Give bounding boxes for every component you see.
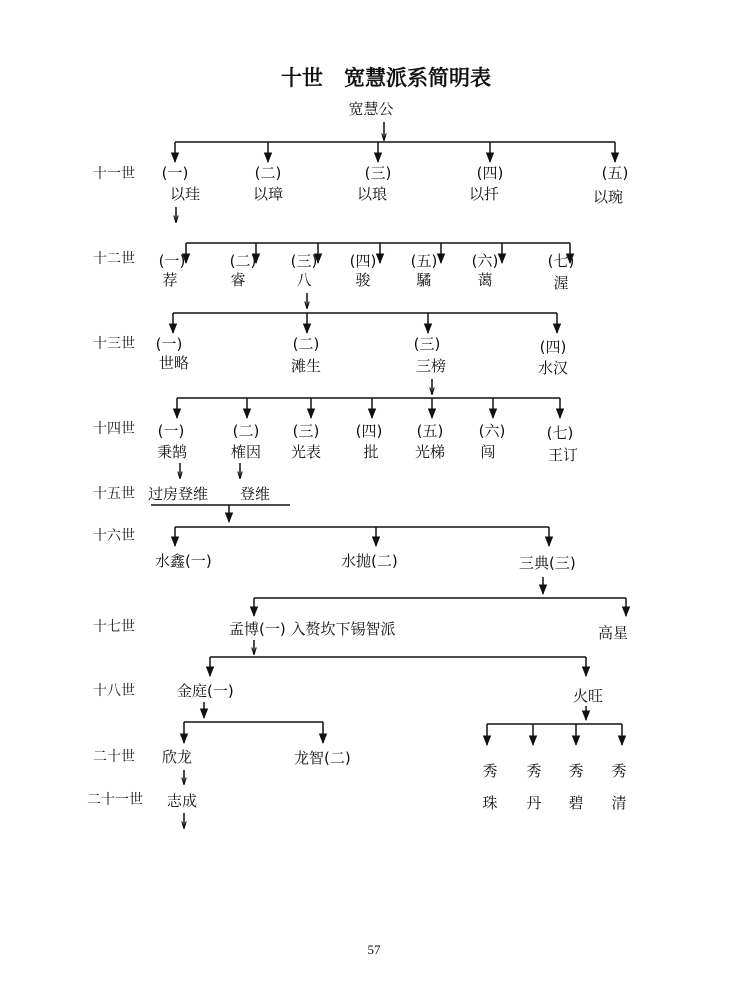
- person-node-p13_1: [156, 335, 189, 372]
- person-node-p14_6: [479, 422, 506, 461]
- person-name: 以琬: [592, 188, 624, 206]
- person-node-p13_3: [414, 335, 446, 375]
- person-node-p20_5: [568, 762, 583, 812]
- person-name: 光表: [290, 443, 322, 461]
- person-ordinal: (四): [349, 252, 377, 270]
- person-name: 世略: [158, 354, 190, 372]
- person-ordinal: (五): [410, 252, 438, 270]
- person-node-p18_2: [573, 687, 603, 705]
- person-ordinal: (七): [547, 252, 575, 270]
- person-node-p20_6: [611, 762, 626, 812]
- person-node-p20_1: [162, 748, 192, 766]
- person-node-p20_3: [482, 762, 497, 812]
- person-name: 以璋: [252, 185, 284, 203]
- generation-label-14: 十四世: [93, 421, 135, 437]
- person-ordinal: (三): [292, 422, 320, 440]
- person-name: 丹: [526, 794, 542, 812]
- person-name: 志成: [167, 792, 198, 810]
- person-name: 珠: [482, 794, 498, 812]
- person-ordinal: (七): [546, 424, 574, 442]
- person-name: 八: [296, 271, 312, 289]
- person-name: 三榜: [415, 357, 447, 375]
- person-node-p21_1: [167, 792, 197, 810]
- person-name: 水抛(二): [341, 552, 398, 570]
- person-ordinal: (五): [601, 164, 629, 182]
- page-title: 十世 宽慧派系简明表: [281, 66, 491, 90]
- person-name: 水汉: [537, 359, 569, 377]
- generation-label-12: 十二世: [93, 251, 135, 267]
- person-name: 滩生: [290, 357, 322, 375]
- person-node-p12_5: [411, 252, 438, 289]
- person-name: 闯: [480, 443, 496, 461]
- person-node-p13_2: [291, 335, 321, 375]
- person-name: 荐: [162, 271, 178, 289]
- person-node-p12_3: [291, 252, 318, 289]
- generation-label-11: 十一世: [93, 166, 135, 182]
- generation-label-13: 十三世: [93, 336, 135, 352]
- person-name: 金庭(一): [177, 682, 234, 700]
- person-node-p12_2: [230, 252, 257, 289]
- person-node-p11_1: [162, 164, 200, 203]
- person-name: 批: [363, 443, 379, 461]
- person-ordinal: 秀: [611, 762, 627, 780]
- person-name: 过房登维: [148, 485, 209, 503]
- person-ordinal: (二): [232, 422, 260, 440]
- person-name: 龙智(二): [294, 749, 351, 767]
- person-ordinal: (五): [416, 422, 444, 440]
- person-node-p11_2: [253, 164, 283, 203]
- generation-label-15: 十五世: [93, 486, 135, 502]
- person-name: 三典(三): [519, 554, 576, 572]
- person-node-p14_2: [231, 422, 261, 461]
- person-name: 以扦: [468, 185, 500, 203]
- person-node-p11_5: [593, 164, 628, 206]
- connectors: [151, 122, 629, 828]
- person-node-p12_4: [350, 252, 377, 289]
- generation-label-20: 二十世: [93, 749, 135, 765]
- person-name: 榷因: [230, 443, 262, 461]
- person-ordinal: (三): [413, 335, 441, 353]
- person-node-p16_1: [155, 552, 212, 570]
- person-name: 水鑫(一): [155, 552, 212, 570]
- person-ordinal: (二): [254, 164, 282, 182]
- person-ordinal: (三): [364, 164, 392, 182]
- person-name: 火旺: [572, 687, 604, 705]
- person-name: 清: [611, 794, 627, 812]
- person-name: 高星: [597, 624, 629, 642]
- person-ordinal: (一): [161, 164, 189, 182]
- person-name: 碧: [568, 794, 584, 812]
- person-name: 欣龙: [162, 748, 193, 766]
- person-node-p14_1: [157, 422, 187, 461]
- generation-label-17: 十七世: [93, 619, 135, 635]
- page-number: 57: [367, 942, 381, 957]
- person-node-p11_4: [469, 164, 503, 203]
- person-name: 渥: [553, 274, 569, 292]
- person-name: 蔼: [477, 271, 493, 289]
- person-ordinal: (一): [157, 422, 185, 440]
- person-node-p14_5: [415, 422, 445, 461]
- person-name: 王订: [547, 446, 579, 464]
- person-node-p18_1: [177, 682, 234, 700]
- generation-label-18: 十八世: [93, 683, 135, 699]
- person-name: 登维: [240, 485, 271, 503]
- person-node-p13_4: [538, 338, 568, 377]
- person-node-p14_7: [547, 424, 578, 464]
- person-node-p14_4: [356, 422, 383, 461]
- person-ordinal: 秀: [482, 762, 498, 780]
- generation-labels: [87, 166, 143, 808]
- person-node-p12_7: [548, 252, 575, 292]
- person-name: 睿: [230, 271, 246, 289]
- person-node-p11_3: [357, 164, 391, 203]
- person-node-p20_2: [294, 749, 351, 767]
- person-ordinal: (三): [290, 252, 318, 270]
- people-nodes: [148, 164, 628, 812]
- person-name: 以琅: [356, 185, 388, 203]
- person-ordinal: (四): [539, 338, 567, 356]
- person-ordinal: (二): [292, 335, 320, 353]
- person-ordinal: (六): [471, 252, 499, 270]
- person-node-p12_1: [159, 252, 186, 289]
- person-ordinal: (二): [229, 252, 257, 270]
- person-name: 孟博(一) 入赘坎下锡智派: [229, 620, 396, 638]
- person-ordinal: (一): [158, 252, 186, 270]
- person-node-p14_3: [291, 422, 321, 461]
- person-node-p12_6: [472, 252, 499, 289]
- person-node-p16_2: [341, 552, 398, 570]
- person-name: 驈: [416, 271, 432, 289]
- person-node-p20_4: [526, 762, 541, 812]
- person-node-p15_2: [240, 485, 270, 503]
- person-ordinal: (四): [355, 422, 383, 440]
- generation-label-16: 十六世: [93, 528, 135, 544]
- person-node-p15_1: [148, 485, 208, 503]
- root-ancestor: 宽慧公: [348, 100, 394, 118]
- person-node-p17_2: [598, 624, 628, 642]
- person-ordinal: 秀: [526, 762, 542, 780]
- generation-label-21: 二十一世: [87, 792, 143, 808]
- person-ordinal: (六): [478, 422, 506, 440]
- person-node-p16_3: [519, 554, 576, 572]
- person-name: 以珪: [169, 185, 201, 203]
- person-name: 秉鹄: [156, 443, 188, 461]
- person-name: 骏: [355, 271, 371, 289]
- person-name: 光梯: [414, 443, 446, 461]
- person-ordinal: (四): [476, 164, 504, 182]
- person-node-p17_1: [229, 620, 395, 638]
- person-ordinal: 秀: [568, 762, 584, 780]
- person-ordinal: (一): [155, 335, 183, 353]
